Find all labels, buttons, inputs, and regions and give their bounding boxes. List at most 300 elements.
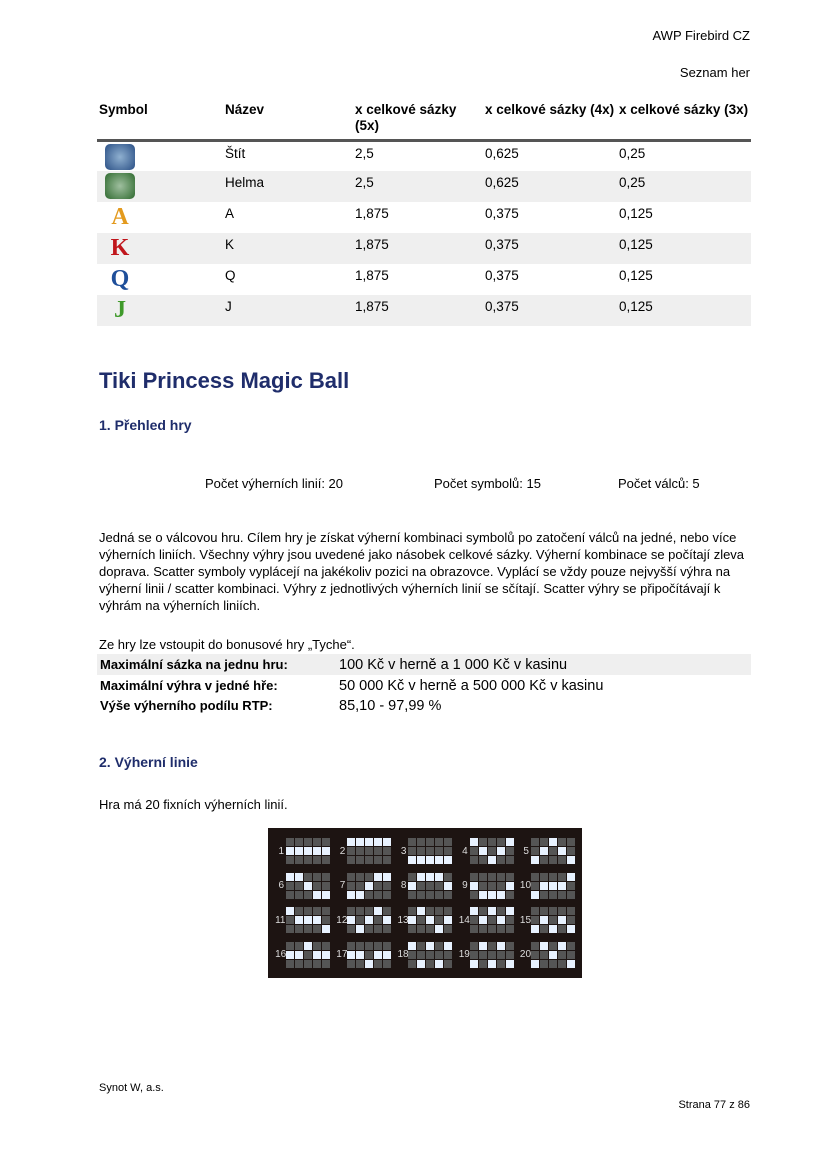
- payline-cell: [426, 838, 434, 846]
- payline-cell: [506, 838, 514, 846]
- payline-cell: [286, 873, 294, 881]
- info-label: Výše výherního podílu RTP:: [100, 698, 273, 713]
- payline-cell: [295, 856, 303, 864]
- payline-cell: [558, 838, 566, 846]
- payline-cell: [540, 847, 548, 855]
- payline-cell: [408, 907, 416, 915]
- payline-cell: [470, 925, 478, 933]
- payline-cell: [558, 951, 566, 959]
- payline-cell: [365, 873, 373, 881]
- payline-cell: [374, 847, 382, 855]
- payline-cell: [322, 847, 330, 855]
- payline-cell: [426, 916, 434, 924]
- payline-cell: [304, 891, 312, 899]
- payline-cell: [304, 916, 312, 924]
- payline-cell: [567, 882, 575, 890]
- payline-number: 13: [397, 914, 409, 926]
- payline-number: 14: [458, 914, 470, 926]
- payline-cell: [408, 891, 416, 899]
- payline-cell: [322, 838, 330, 846]
- payline-cell: [295, 960, 303, 968]
- payline-cell: [322, 951, 330, 959]
- payline-cell: [540, 960, 548, 968]
- payline-cell: [488, 960, 496, 968]
- payline-cell: [374, 907, 382, 915]
- letter-k-icon: K: [110, 234, 130, 261]
- payline-cell: [506, 951, 514, 959]
- stat-lines: Počet výherních linií: 20: [205, 476, 344, 491]
- payline-cell: [408, 916, 416, 924]
- payline-cell: [558, 925, 566, 933]
- payline-cell: [531, 960, 539, 968]
- payline-number: 19: [458, 949, 470, 961]
- payline-cell: [479, 847, 487, 855]
- payline-cell: [417, 925, 425, 933]
- payline-cell: [549, 847, 557, 855]
- payline-cell: [567, 942, 575, 950]
- payline-cell: [313, 882, 321, 890]
- payline-cell: [304, 951, 312, 959]
- payline-cell: [383, 916, 391, 924]
- payline-12: [333, 903, 394, 938]
- header-company: AWP Firebird CZ: [652, 28, 750, 43]
- payline-cell: [322, 882, 330, 890]
- payline-cell: [540, 856, 548, 864]
- payline-cell: [365, 951, 373, 959]
- payline-cell: [558, 891, 566, 899]
- symbol-name: Helma: [223, 171, 353, 202]
- payline-9: [456, 869, 517, 904]
- payline-cell: [408, 942, 416, 950]
- payline-cell: [479, 882, 487, 890]
- payline-cell: [444, 882, 452, 890]
- payline-cell: [531, 951, 539, 959]
- payline-cell: [347, 882, 355, 890]
- payline-cell: [497, 873, 505, 881]
- payline-cell: [313, 916, 321, 924]
- payline-cell: [540, 882, 548, 890]
- payline-cell: [497, 907, 505, 915]
- pay-4x: 0,375: [485, 206, 519, 221]
- payline-cell: [540, 891, 548, 899]
- payline-cell: [435, 907, 443, 915]
- payline-cell: [408, 847, 416, 855]
- payline-cell: [417, 942, 425, 950]
- info-label: Maximální sázka na jednu hru:: [100, 657, 288, 672]
- payline-cell: [488, 907, 496, 915]
- payline-cell: [558, 960, 566, 968]
- payline-cell: [497, 942, 505, 950]
- payline-cell: [286, 891, 294, 899]
- payline-number: 6: [278, 880, 285, 892]
- payline-cell: [374, 925, 382, 933]
- info-max-win: [97, 675, 751, 696]
- payline-cell: [479, 907, 487, 915]
- payline-cell: [444, 925, 452, 933]
- symbol-name: Q: [225, 268, 236, 283]
- payline-cell: [286, 838, 294, 846]
- payline-cell: [347, 907, 355, 915]
- payline-cell: [470, 838, 478, 846]
- payline-cell: [479, 856, 487, 864]
- payline-number: 17: [336, 949, 348, 961]
- pay-5x: 1,875: [355, 268, 389, 283]
- payline-cell: [347, 891, 355, 899]
- table-row: [97, 202, 751, 233]
- payline-cell: [479, 960, 487, 968]
- payline-cell: [444, 847, 452, 855]
- payline-number: 4: [462, 845, 468, 857]
- payline-cell: [488, 856, 496, 864]
- payline-cell: [470, 916, 478, 924]
- payline-cell: [295, 951, 303, 959]
- payline-cell: [408, 838, 416, 846]
- payline-cell: [506, 873, 514, 881]
- payline-cell: [531, 916, 539, 924]
- helmet-icon: [105, 173, 135, 199]
- payline-cell: [365, 925, 373, 933]
- payline-cell: [313, 907, 321, 915]
- payline-cell: [365, 907, 373, 915]
- payline-cell: [444, 942, 452, 950]
- pay-5x: 2,5: [353, 171, 483, 202]
- payline-cell: [286, 951, 294, 959]
- payline-cell: [295, 916, 303, 924]
- payline-cell: [347, 856, 355, 864]
- payline-cell: [506, 907, 514, 915]
- payline-cell: [444, 951, 452, 959]
- payline-cell: [470, 942, 478, 950]
- info-rtp: [97, 695, 751, 716]
- payline-cell: [304, 960, 312, 968]
- payline-cell: [567, 891, 575, 899]
- pay-4x: 0,375: [485, 268, 519, 283]
- payline-cell: [531, 925, 539, 933]
- payline-cell: [304, 942, 312, 950]
- payline-cell: [435, 847, 443, 855]
- table-row: [97, 140, 751, 171]
- letter-q-icon: Q: [110, 265, 130, 292]
- payline-cell: [408, 873, 416, 881]
- payline-cell: [426, 907, 434, 915]
- payline-cell: [322, 916, 330, 924]
- payline-cell: [374, 873, 382, 881]
- payline-cell: [540, 942, 548, 950]
- col-3x: x celkové sázky (3x): [617, 102, 751, 140]
- info-max-bet: [97, 654, 751, 675]
- pay-4x: 0,625: [483, 171, 617, 202]
- payline-cell: [313, 856, 321, 864]
- payline-cell: [374, 942, 382, 950]
- payline-cell: [426, 925, 434, 933]
- payline-cell: [426, 951, 434, 959]
- payline-cell: [531, 942, 539, 950]
- payline-cell: [549, 891, 557, 899]
- payline-18: [394, 938, 455, 973]
- payline-4: [456, 834, 517, 869]
- payline-cell: [347, 925, 355, 933]
- payline-cell: [540, 907, 548, 915]
- payline-cell: [295, 873, 303, 881]
- payline-cell: [531, 907, 539, 915]
- col-5x: x celkové sázky (5x): [353, 102, 483, 140]
- info-value: 100 Kč v herně a 1 000 Kč v kasinu: [339, 656, 568, 673]
- payline-cell: [567, 847, 575, 855]
- payline-cell: [374, 856, 382, 864]
- payline-cell: [531, 873, 539, 881]
- payline-cell: [444, 856, 452, 864]
- game-description: Jedná se o válcovou hru. Cílem hry je získat výherní kombinaci symbolů po zatočení válců na jedné, nebo více výherních liniích. Všechny výhry jsou uvedené jako násobek celkové sázky. Výherní kombinace se počítají zleva doprava. Scatter symboly vyplácejí na jakékoliv pozici na obrazovce. Vyplácí se vždy pouze nejvyšší výhra na výherní linii / scatter kombinaci. Výhry z jednotlivých výherních linií se sčítají. Scatter výhry se připočítávají k výhrám na výherních liniích.: [99, 530, 745, 613]
- pay-3x: 0,25: [617, 171, 751, 202]
- payline-cell: [417, 882, 425, 890]
- payline-cell: [531, 882, 539, 890]
- payline-cell: [286, 960, 294, 968]
- payline-cell: [435, 891, 443, 899]
- payline-cell: [313, 873, 321, 881]
- payline-cell: [444, 891, 452, 899]
- pay-5x: 1,875: [353, 295, 483, 326]
- pay-3x: 0,125: [619, 268, 653, 283]
- payline-cell: [549, 882, 557, 890]
- payline-cell: [558, 916, 566, 924]
- shield-icon: [105, 144, 135, 170]
- payline-cell: [435, 838, 443, 846]
- payline-number: 10: [519, 880, 532, 892]
- payline-cell: [426, 882, 434, 890]
- col-symbol: Symbol: [97, 102, 223, 140]
- payline-cell: [549, 856, 557, 864]
- pay-3x: 0,125: [619, 206, 653, 221]
- table-row: [97, 171, 751, 202]
- payline-cell: [304, 838, 312, 846]
- footer-page: Strana 77 z 86: [678, 1099, 750, 1111]
- payline-cell: [304, 882, 312, 890]
- payline-cell: [558, 873, 566, 881]
- paylines-image: [268, 828, 582, 978]
- payline-cell: [479, 942, 487, 950]
- payline-cell: [322, 907, 330, 915]
- payline-cell: [417, 856, 425, 864]
- payline-cell: [417, 873, 425, 881]
- payline-cell: [540, 951, 548, 959]
- info-value: 50 000 Kč v herně a 500 000 Kč v kasinu: [339, 677, 604, 694]
- pay-5x: 1,875: [353, 233, 483, 264]
- payline-cell: [549, 907, 557, 915]
- payline-cell: [313, 925, 321, 933]
- payline-cell: [383, 847, 391, 855]
- payline-cell: [435, 882, 443, 890]
- payline-cell: [567, 925, 575, 933]
- payline-cell: [426, 873, 434, 881]
- payline-cell: [365, 856, 373, 864]
- payline-number: 9: [462, 880, 468, 892]
- payline-cell: [383, 882, 391, 890]
- payline-cell: [558, 882, 566, 890]
- payline-cell: [558, 856, 566, 864]
- payline-cell: [506, 882, 514, 890]
- payline-cell: [304, 925, 312, 933]
- payline-cell: [417, 960, 425, 968]
- payline-cell: [540, 838, 548, 846]
- payline-cell: [313, 960, 321, 968]
- payline-cell: [295, 925, 303, 933]
- payline-cell: [374, 838, 382, 846]
- payline-cell: [417, 907, 425, 915]
- payline-cell: [426, 891, 434, 899]
- payline-cell: [549, 925, 557, 933]
- payline-cell: [286, 882, 294, 890]
- payline-cell: [417, 891, 425, 899]
- payline-cell: [558, 907, 566, 915]
- payline-number: 12: [336, 914, 348, 926]
- payline-cell: [567, 916, 575, 924]
- payline-cell: [356, 960, 364, 968]
- payline-cell: [356, 873, 364, 881]
- payline-cell: [444, 916, 452, 924]
- payline-cell: [497, 916, 505, 924]
- payline-number: 2: [339, 845, 346, 857]
- payline-5: [517, 834, 578, 869]
- bonus-text: Ze hry lze vstoupit do bonusové hry „Tyche“.: [99, 637, 355, 652]
- payline-cell: [488, 891, 496, 899]
- pay-4x: 0,375: [483, 295, 617, 326]
- table-row: [97, 295, 751, 326]
- payline-cell: [470, 891, 478, 899]
- payline-10: [517, 869, 578, 904]
- pay-4x: 0,625: [485, 145, 519, 161]
- payline-cell: [417, 951, 425, 959]
- symbol-name: Štít: [225, 145, 246, 161]
- payline-cell: [479, 916, 487, 924]
- payline-cell: [383, 960, 391, 968]
- payline-cell: [417, 916, 425, 924]
- payline-cell: [304, 873, 312, 881]
- payline-cell: [470, 882, 478, 890]
- payline-cell: [470, 873, 478, 881]
- payline-cell: [408, 925, 416, 933]
- payline-number: 11: [275, 914, 286, 926]
- payline-cell: [365, 960, 373, 968]
- payline-cell: [356, 882, 364, 890]
- payline-cell: [470, 847, 478, 855]
- payline-cell: [435, 873, 443, 881]
- payline-cell: [488, 882, 496, 890]
- section-paylines: 2. Výherní linie: [99, 754, 198, 770]
- payline-cell: [497, 951, 505, 959]
- payline-cell: [365, 838, 373, 846]
- payline-cell: [374, 891, 382, 899]
- payline-cell: [444, 873, 452, 881]
- payline-cell: [470, 856, 478, 864]
- payline-number: 16: [275, 949, 287, 961]
- payline-cell: [558, 847, 566, 855]
- payline-cell: [304, 856, 312, 864]
- paylines-text: Hra má 20 fixních výherních linií.: [99, 797, 288, 812]
- payline-cell: [558, 942, 566, 950]
- payline-cell: [322, 873, 330, 881]
- payline-cell: [408, 882, 416, 890]
- payline-number: 20: [519, 949, 532, 961]
- payline-cell: [356, 838, 364, 846]
- payline-19: [456, 938, 517, 973]
- payline-cell: [295, 891, 303, 899]
- payline-cell: [383, 942, 391, 950]
- payline-cell: [435, 942, 443, 950]
- payline-number: 3: [400, 845, 407, 857]
- payline-cell: [383, 873, 391, 881]
- payline-cell: [567, 856, 575, 864]
- payline-cell: [506, 942, 514, 950]
- payline-cell: [497, 847, 505, 855]
- payline-cell: [313, 951, 321, 959]
- payline-13: [394, 903, 455, 938]
- payline-cell: [567, 873, 575, 881]
- payline-cell: [497, 856, 505, 864]
- payline-cell: [497, 838, 505, 846]
- payline-cell: [426, 856, 434, 864]
- payline-cell: [313, 847, 321, 855]
- payline-cell: [479, 951, 487, 959]
- payline-cell: [479, 873, 487, 881]
- payline-cell: [304, 847, 312, 855]
- payline-cell: [567, 951, 575, 959]
- payline-cell: [435, 951, 443, 959]
- payline-11: [272, 903, 333, 938]
- payline-cell: [322, 925, 330, 933]
- section-overview: 1. Přehled hry: [99, 417, 192, 433]
- payline-cell: [347, 951, 355, 959]
- payline-cell: [356, 916, 364, 924]
- payline-cell: [313, 942, 321, 950]
- payline-cell: [286, 916, 294, 924]
- payline-cell: [567, 907, 575, 915]
- payline-cell: [435, 960, 443, 968]
- payline-cell: [313, 891, 321, 899]
- payline-cell: [322, 942, 330, 950]
- payline-cell: [417, 847, 425, 855]
- payline-cell: [488, 951, 496, 959]
- payline-cell: [479, 925, 487, 933]
- payline-cell: [444, 960, 452, 968]
- payline-cell: [365, 882, 373, 890]
- payline-cell: [531, 856, 539, 864]
- payline-8: [394, 869, 455, 904]
- payline-7: [333, 869, 394, 904]
- payline-cell: [365, 942, 373, 950]
- payline-number: 18: [397, 949, 409, 961]
- payline-cell: [374, 960, 382, 968]
- payline-cell: [444, 907, 452, 915]
- payline-cell: [408, 960, 416, 968]
- payline-cell: [383, 907, 391, 915]
- payline-cell: [506, 916, 514, 924]
- pay-3x: 0,125: [617, 233, 751, 264]
- letter-a-icon: A: [111, 203, 129, 230]
- payline-cell: [356, 856, 364, 864]
- payline-number: 15: [519, 914, 532, 926]
- payline-cell: [426, 847, 434, 855]
- payline-cell: [497, 891, 505, 899]
- payline-cell: [417, 838, 425, 846]
- pay-4x: 0,375: [483, 233, 617, 264]
- payline-cell: [444, 838, 452, 846]
- payline-cell: [295, 838, 303, 846]
- payline-20: [517, 938, 578, 973]
- payline-cell: [497, 882, 505, 890]
- payline-cell: [347, 847, 355, 855]
- info-value: 85,10 - 97,99 %: [339, 697, 442, 714]
- payline-1: [272, 834, 333, 869]
